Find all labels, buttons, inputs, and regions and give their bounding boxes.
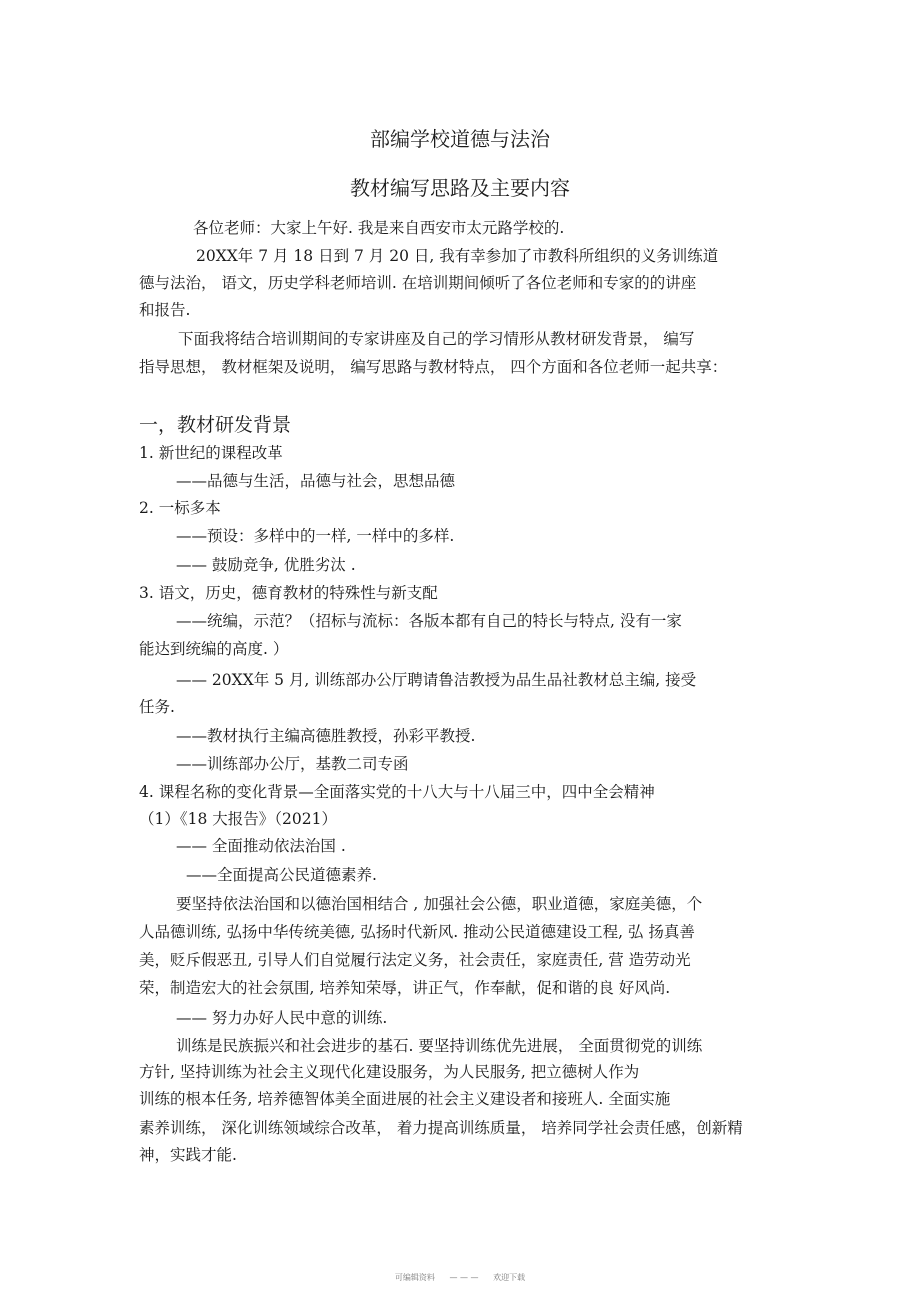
- paragraph-line: 荣，制造宏大的社会氛围, 培养知荣辱，讲正气，作奉献，促和谐的良 好风尚.: [139, 979, 671, 997]
- subsection-heading: 1. 新世纪的课程改革: [139, 444, 283, 462]
- paragraph-line: 训练是民族振兴和社会进步的基石. 要坚持训练优先进展， 全面贯彻党的训练: [176, 1037, 703, 1055]
- list-item: —— 鼓励竞争, 优胜劣汰 .: [176, 556, 356, 574]
- footer-left-text: 可编辑资料: [394, 1273, 435, 1282]
- subsection-heading: 2. 一标多本: [139, 499, 221, 517]
- page-footer: [0, 1272, 920, 1283]
- list-item: （1）《18 大报告》（2021）: [139, 810, 337, 828]
- paragraph-line: 20XX年 7 月 18 日到 7 月 20 日, 我有幸参加了市教科所组织的义务训练道: [196, 247, 719, 265]
- footer-right-text: 欢迎下载: [493, 1273, 526, 1282]
- paragraph-line: 美，贬斥假恶丑, 引导人们自觉履行法定义务，社会责任，家庭责任, 营 造劳动光: [139, 951, 691, 969]
- paragraph-line: 和报告.: [139, 301, 191, 319]
- paragraph-line: 德与法治， 语文，历史学科老师培训. 在培训期间倾听了各位老师和专家的的讲座: [139, 274, 697, 292]
- paragraph-line: 指导思想， 教材框架及说明， 编写思路与教材特点， 四个方面和各位老师一起共享：: [139, 358, 728, 376]
- subsection-heading: 4. 课程名称的变化背景—全面落实党的十八大与十八届三中，四中全会精神: [139, 783, 655, 801]
- list-item: ——训练部办公厅，基教二司专函: [176, 755, 409, 773]
- list-item: —— 全面推动依法治国 .: [176, 837, 346, 855]
- paragraph-line: 下面我将结合培训期间的专家讲座及自己的学习情形从教材研发背景， 编写: [178, 330, 695, 348]
- paragraph-line: 素养训练， 深化训练领域综合改革， 着力提高训练质量， 培养同学社会责任感，创新精: [139, 1119, 743, 1137]
- title-line-2: 教材编写思路及主要内容: [350, 176, 570, 200]
- footer-separator: — — —: [449, 1273, 479, 1282]
- list-item: ——统编，示范？（招标与流标：各版本都有自己的特长与特点, 没有一家: [176, 612, 682, 630]
- section-heading: 一，教材研发背景: [139, 414, 292, 436]
- paragraph-line: 训练的根本任务, 培养德智体美全面进展的社会主义建设者和接班人. 全面实施: [139, 1090, 671, 1108]
- list-item: ——教材执行主编高德胜教授，孙彩平教授.: [176, 727, 476, 745]
- paragraph-line: 各位老师：大家上午好. 我是来自西安市太元路学校的.: [193, 219, 565, 237]
- paragraph-line: 方针, 坚持训练为社会主义现代化建设服务，为人民服务, 把立德树人作为: [139, 1063, 640, 1081]
- list-item: —— 努力办好人民中意的训练.: [176, 1009, 388, 1027]
- title-line-1: 部编学校道德与法治: [370, 127, 550, 151]
- list-item: ——全面提高公民道德素养.: [186, 866, 377, 884]
- list-item: 任务.: [139, 698, 175, 716]
- list-item: ——预设：多样中的一样, 一样中的多样.: [176, 527, 455, 545]
- list-item: —— 20XX年 5 月, 训练部办公厅聘请鲁洁教授为品生品社教材总主编, 接受: [176, 671, 697, 689]
- paragraph-line: 神，实践才能.: [139, 1146, 237, 1164]
- paragraph-line: 人品德训练, 弘扬中华传统美德, 弘扬时代新风. 推动公民道德建设工程, 弘 扬真善: [139, 923, 695, 941]
- list-item: 能达到统编的高度. ）: [139, 640, 289, 658]
- subsection-heading: 3. 语文，历史，德育教材的特殊性与新支配: [139, 584, 438, 602]
- list-item: ——品德与生活，品德与社会，思想品德: [176, 472, 456, 490]
- paragraph-line: 要坚持依法治国和以德治国相结合 , 加强社会公德，职业道德，家庭美德，个: [176, 895, 703, 913]
